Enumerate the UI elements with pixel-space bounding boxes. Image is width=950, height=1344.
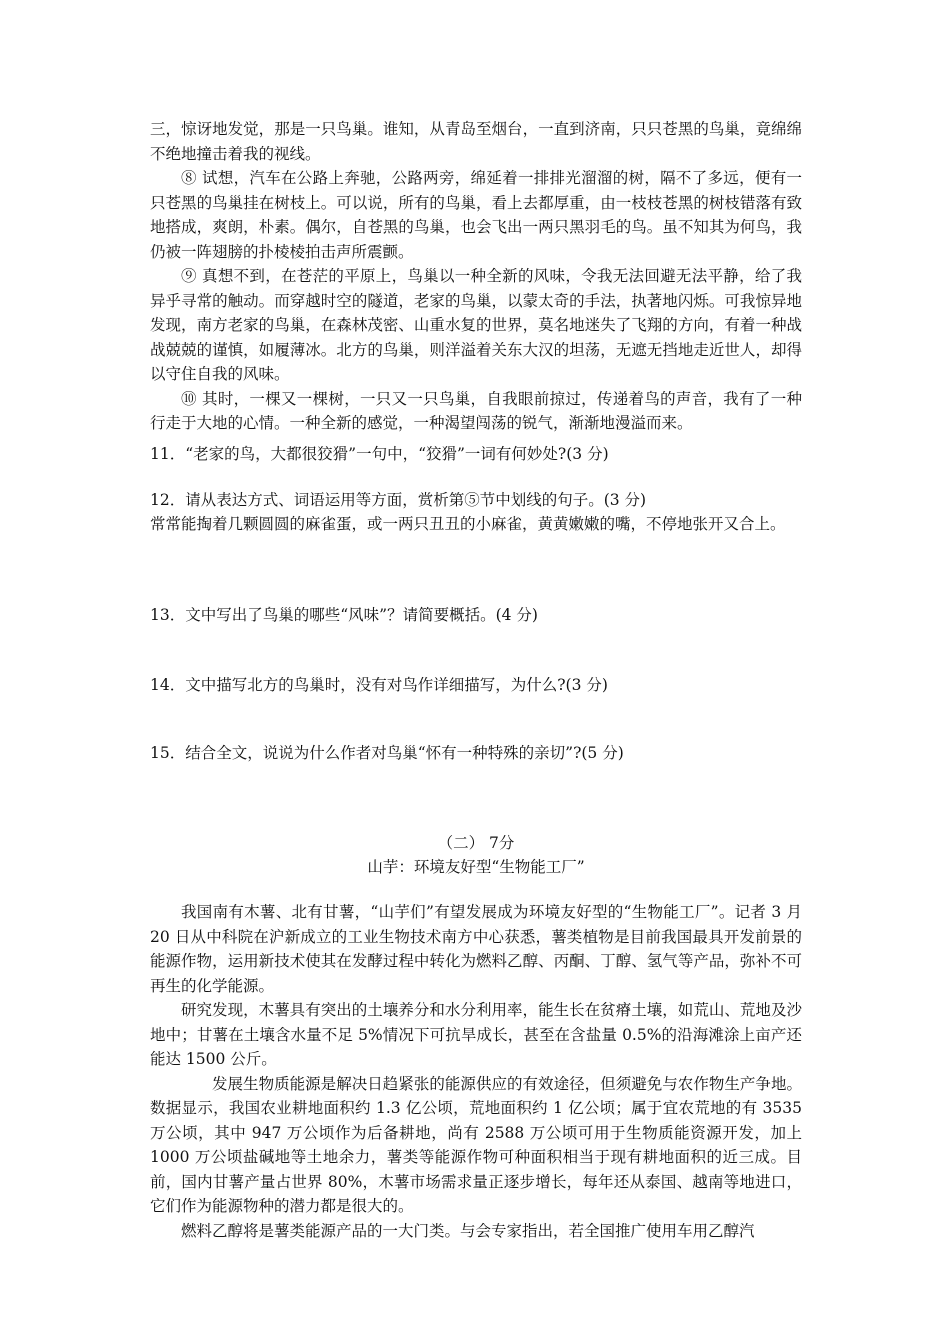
question-15: 15．结合全文，说说为什么作者对鸟巢“怀有一种特殊的亲切”?(5 分) xyxy=(150,744,624,762)
paragraph-continued: 三，惊讶地发觉，那是一只鸟巢。谁知，从青岛至烟台，一直到济南，只只苍黑的鸟巢，竟绵绵不绝地撞击着我的视线。 xyxy=(150,120,802,163)
article-paragraph-3: 发展生物质能源是解决日趋紧张的能源供应的有效途径，但须避免与农作物生产争地。数据显示，我国农业耕地面积约 1.3 亿公顷，荒地面积约 1 亿公顷；属于宜农荒地的有 3535 万公顷，其中 947 万公顷作为后备耕地，尚有 2588 万公顷可用于生物质能资源开发，加上 1000 万公顷盐碱地等土地余力，薯类等能源作物可种面积相当于现有耕地面积的近三成。目前，国内甘薯产量占世界 80%，木薯市场需求量正逐步增长，每年还从泰国、越南等地进口，它们作为能源物种的潜力都是很大的。 xyxy=(150,1074,802,1215)
article-paragraph-1: 我国南有木薯、北有甘薯，“山芋们”有望发展成为环境友好型的“生物能工厂”。记者 3 月 20 日从中科院在沪新成立的工业生物技术南方中心获悉，薯类植物是目前我国最具开发前景的能源作物，运用新技术使其在发酵过程中转化为燃料乙醇、丙酮、丁醇、氢气等产品，弥补不可再生的化学能源。 xyxy=(150,903,802,995)
question-12-quote: 常常能掏着几颗圆圆的麻雀蛋，或一两只丑丑的小麻雀，黄黄嫩嫩的嘴，不停地张开又合上。 xyxy=(150,515,786,533)
paragraph-10: ⑩ 其时，一棵又一棵树，一只又一只鸟巢，自我眼前掠过，传递着鸟的声音，我有了一种行走于大地的心情。一种全新的感觉，一种渴望闯荡的锐气，渐渐地漫溢而来。 xyxy=(150,389,802,432)
passage-2 xyxy=(150,900,802,1243)
article-title: 山芋：环境友好型“生物能工厂” xyxy=(367,858,585,876)
article-paragraph-2: 研究发现，木薯具有突出的土壤养分和水分利用率，能生长在贫瘠土壤，如荒山、荒地及沙地中；甘薯在土壤含水量不足 5%情况下可抗旱成长，甚至在含盐量 0.5%的沿海滩涂上亩产还能达 1500 公斤。 xyxy=(150,1001,802,1068)
section-heading: （二） 7分 xyxy=(437,834,515,852)
passage-1 xyxy=(150,117,802,436)
article-paragraph-4: 燃料乙醇将是薯类能源产品的一大门类。与会专家指出，若全国推广使用车用乙醇汽 xyxy=(181,1221,755,1240)
question-11: 11．“老家的鸟，大都很狡猾”一句中，“狡猾”一词有何妙处?(3 分) xyxy=(150,445,609,463)
paragraph-9: ⑨ 真想不到，在苍茫的平原上，鸟巢以一种全新的风味，令我无法回避无法平静，给了我异乎寻常的触动。而穿越时空的隧道，老家的鸟巢，以蒙太奇的手法，执著地闪烁。可我惊异地发现，南方老家的鸟巢，在森林茂密、山重水复的世界，莫名地迷失了飞翔的方向，有着一种战战兢兢的谨慎，如履薄冰。北方的鸟巢，则洋溢着关东大汉的坦荡，无遮无挡地走近世人，却得以守住自我的风味。 xyxy=(150,267,802,383)
question-14: 14．文中描写北方的鸟巢时，没有对鸟作详细描写，为什么?(3 分) xyxy=(150,676,608,694)
question-12: 12．请从表达方式、词语运用等方面，赏析第⑤节中划线的句子。(3 分) xyxy=(150,491,647,509)
question-13: 13．文中写出了鸟巢的哪些“风味”？请简要概括。(4 分) xyxy=(150,606,538,624)
paragraph-8: ⑧ 试想，汽车在公路上奔驰，公路两旁，绵延着一排排光溜溜的树，隔不了多远，便有一只苍黑的鸟巢挂在树枝上。可以说，所有的鸟巢，看上去都厚重，由一枝枝苍黑的树枝错落有致地搭成，爽朗，朴素。偶尔，自苍黑的鸟巢，也会飞出一两只黑羽毛的鸟。虽不知其为何鸟，我仍被一阵翅膀的扑棱棱拍击声所震颤。 xyxy=(150,169,802,261)
